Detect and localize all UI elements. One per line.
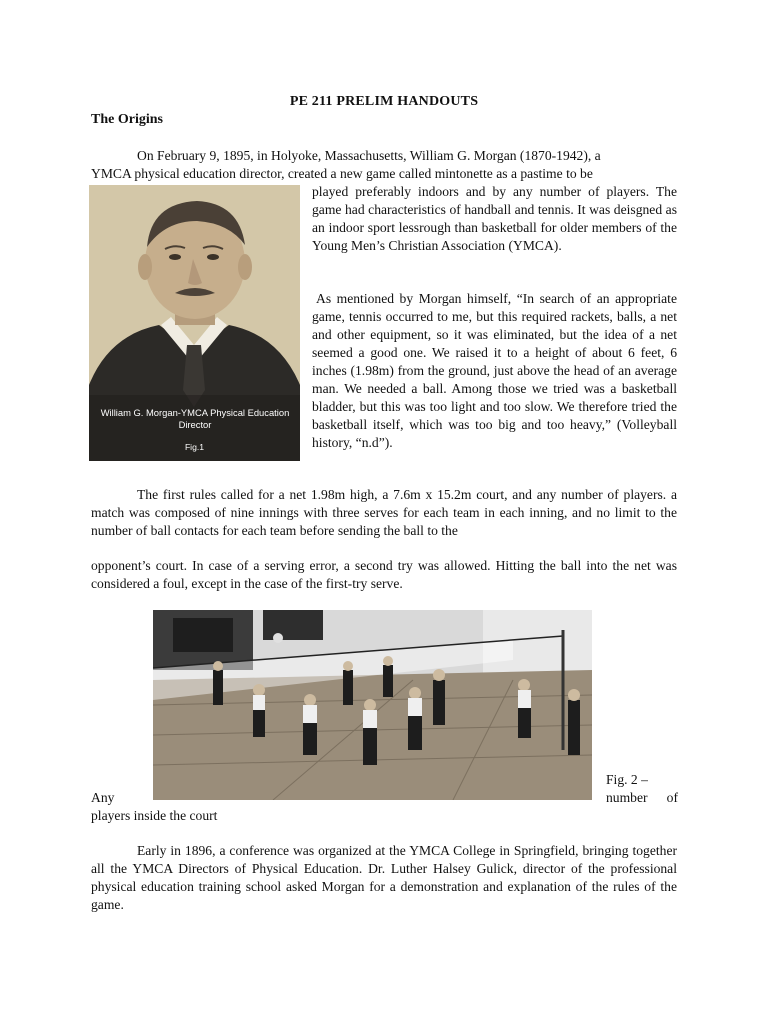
figure2-label: Fig. 2 – bbox=[606, 772, 648, 787]
figure2-caption-any: Any bbox=[91, 790, 115, 805]
paragraph: Early in 1896, a conference was organized at the YMCA College in Springfield, bringing together all the YMCA Directors of Physical Education. Dr. Luther Halsey Gulick, director of the professional physical education training school asked Morgan for a demonstration and explanation of the rules of the game. bbox=[91, 843, 677, 912]
gym-illustration bbox=[153, 610, 592, 800]
paragraph-line: YMCA physical education director, created a new game called mintonette as a pastime to be bbox=[91, 166, 593, 181]
paragraph-line: On February 9, 1895, in Holyoke, Massachusetts, William G. Morgan (1870-1942), a bbox=[137, 148, 601, 163]
figure-caption: William G. Morgan-YMCA Physical Education Director bbox=[100, 407, 290, 430]
gym-photo bbox=[153, 610, 592, 800]
paragraph: As mentioned by Morgan himself, “In search of an appropriate game, tennis occurred to me, but this required rackets, balls, a net and other equipment, so it was eliminated, but the idea of a net seemed a good one. We raised it to a height of about 6 feet, 6 inches (1.98m) from the ground, just above the head of an average man. We needed a ball. Among those we tried was a basketball bladder, but this was too light and too slow. We therefore tried the basketball itself, which was too big and too heavy,” (Volleyball history, “n.d”). bbox=[312, 291, 677, 450]
paragraph: opponent’s court. In case of a serving error, a second try was allowed. Hitting the ball into the net was considered a foul, except in the case of the first-try serve. bbox=[91, 558, 677, 591]
figure2-caption-number: number of bbox=[606, 790, 678, 805]
figure-label: Fig.1 bbox=[184, 442, 205, 452]
portrait-photo bbox=[89, 185, 300, 461]
section-heading: The Origins bbox=[91, 112, 163, 127]
document-title: PE 211 PRELIM HANDOUTS bbox=[289, 94, 479, 109]
figure2-caption-line2: players inside the court bbox=[91, 808, 218, 823]
paragraph: played preferably indoors and by any number of players. The game had characteristics of handball and tennis. It was deisgned as an indoor sport lessrough than basketball for older members of the Young Men’s Christian Association (YMCA). bbox=[312, 184, 677, 253]
paragraph: The first rules called for a net 1.98m high, a 7.6m x 15.2m court, and any number of players. a match was composed of nine innings with three serves for each team in each inning, and no limit to the number of ball contacts for each team before sending the ball to the bbox=[91, 487, 677, 538]
